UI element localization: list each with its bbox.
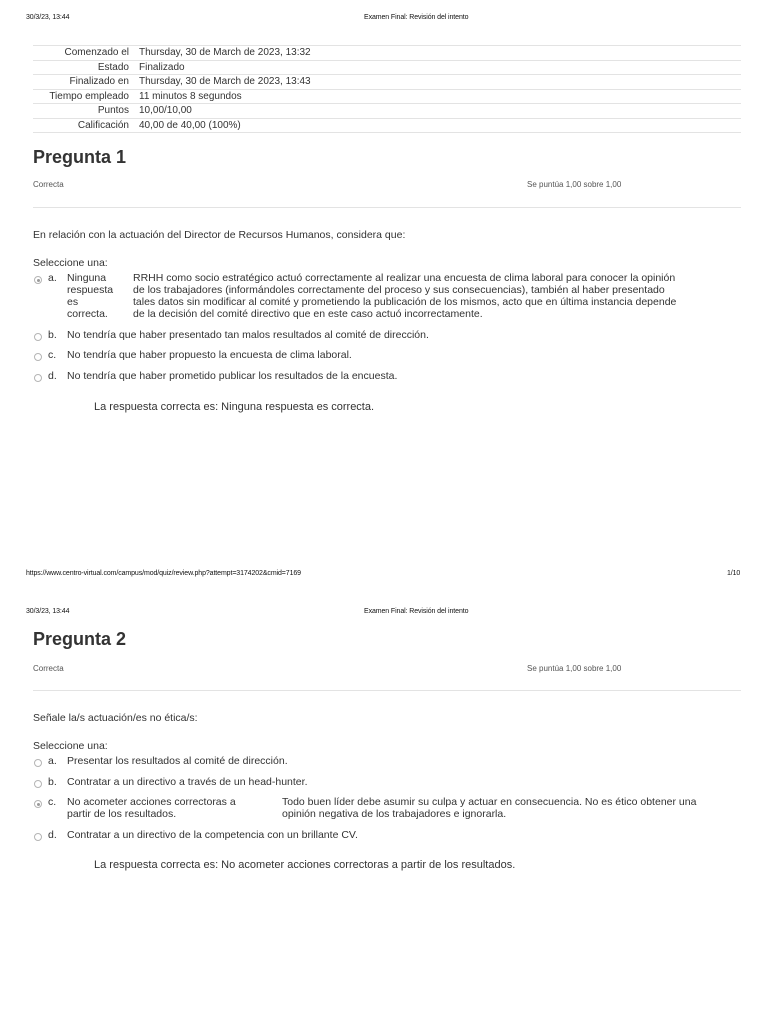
option-letter: a. — [48, 755, 57, 767]
question-2-text: Señale la/s actuación/es no ética/s: — [33, 712, 198, 724]
summary-value: 40,00 de 40,00 (100%) — [139, 118, 741, 133]
summary-value: Thursday, 30 de March de 2023, 13:32 — [139, 46, 741, 61]
option-text — [67, 272, 113, 320]
question-2-correct-answer: La respuesta correcta es: No acometer acciones correctoras a partir de los resultados. — [94, 859, 516, 871]
radio-icon[interactable] — [34, 833, 42, 841]
option-feedback — [282, 796, 742, 820]
option-letter: d. — [48, 829, 57, 841]
divider — [33, 690, 741, 691]
option-text: Contratar a un directivo de la competencia con un brillante CV. — [67, 829, 358, 841]
radio-selected-icon[interactable] — [34, 800, 42, 808]
summary-label: Calificación — [33, 118, 139, 133]
summary-row — [33, 118, 741, 133]
print-header-date: 30/3/23, 13:44 — [26, 14, 70, 21]
summary-row — [33, 60, 741, 75]
question-2-status: Correcta — [33, 664, 64, 673]
option-text-line: es — [67, 296, 79, 308]
feedback-line: de los trabajadores (informándoles correctamente del proceso y sus consecuencias), también al haber presentado — [133, 284, 665, 296]
question-1-correct-answer: La respuesta correcta es: Ninguna respuesta es correcta. — [94, 401, 375, 413]
option-feedback — [133, 272, 738, 320]
summary-value: 11 minutos 8 segundos — [139, 89, 741, 104]
summary-value: Finalizado — [139, 60, 741, 75]
feedback-line: de la decisión del comité directivo que en este caso actuó incorrectamente. — [133, 308, 483, 320]
question-2-score: Se puntúa 1,00 sobre 1,00 — [527, 664, 622, 673]
option-text: No tendría que haber propuesto la encuesta de clima laboral. — [67, 349, 352, 361]
attempt-summary-table — [33, 45, 741, 133]
summary-label: Comenzado el — [33, 46, 139, 61]
option-letter: b. — [48, 776, 57, 788]
question-1-status: Correcta — [33, 180, 64, 189]
option-letter: a. — [48, 272, 57, 284]
feedback-line: RRHH como socio estratégico actuó correctamente al realizar una encuesta de clima laboral para conocer la opinión — [133, 272, 676, 284]
print-footer-url: https://www.centro-virtual.com/campus/mod/quiz/review.php?attempt=3174202&cmid=7169 — [26, 570, 301, 577]
option-letter: b. — [48, 329, 57, 341]
option-text — [67, 796, 236, 820]
radio-selected-icon[interactable] — [34, 276, 42, 284]
summary-label: Tiempo empleado — [33, 89, 139, 104]
question-1-title: Pregunta 1 — [33, 147, 127, 167]
radio-icon[interactable] — [34, 759, 42, 767]
feedback-line: tales datos sin modificar al comité y prometiendo la publicación de los mismos, acto que en última instancia depende — [133, 296, 677, 308]
summary-label: Puntos — [33, 104, 139, 119]
radio-icon[interactable] — [34, 353, 42, 361]
question-1-prompt: Seleccione una: — [33, 257, 108, 269]
summary-label: Finalizado en — [33, 75, 139, 90]
print-header-title: Examen Final: Revisión del intento — [364, 14, 469, 21]
question-2-title: Pregunta 2 — [33, 629, 127, 649]
divider — [33, 207, 741, 208]
summary-row — [33, 75, 741, 90]
feedback-line: opinión negativa de los trabajadores e ignorarla. — [282, 808, 507, 820]
option-text-line: respuesta — [67, 284, 114, 296]
radio-icon[interactable] — [34, 333, 42, 341]
radio-icon[interactable] — [34, 374, 42, 382]
feedback-line: Todo buen líder debe asumir su culpa y actuar en consecuencia. No es ético obtener una — [282, 796, 697, 808]
print-header-title: Examen Final: Revisión del intento — [364, 608, 469, 615]
option-text: No tendría que haber presentado tan malos resultados al comité de dirección. — [67, 329, 429, 341]
summary-row — [33, 104, 741, 119]
option-letter: d. — [48, 370, 57, 382]
option-text: Presentar los resultados al comité de dirección. — [67, 755, 288, 767]
print-header-date: 30/3/23, 13:44 — [26, 608, 70, 615]
radio-icon[interactable] — [34, 780, 42, 788]
question-1-text: En relación con la actuación del Director de Recursos Humanos, considera que: — [33, 229, 406, 241]
print-footer-page: 1/10 — [727, 570, 741, 577]
question-1-score: Se puntúa 1,00 sobre 1,00 — [527, 180, 622, 189]
option-text-line: partir de los resultados. — [67, 808, 177, 820]
summary-row — [33, 89, 741, 104]
summary-value: Thursday, 30 de March de 2023, 13:43 — [139, 75, 741, 90]
option-text-line: Ninguna — [67, 272, 107, 284]
option-text-line: No acometer acciones correctoras a — [67, 796, 236, 808]
summary-row — [33, 46, 741, 61]
option-text-line: correcta. — [67, 308, 108, 320]
option-letter: c. — [48, 796, 57, 808]
option-letter: c. — [48, 349, 57, 361]
option-text: No tendría que haber prometido publicar los resultados de la encuesta. — [67, 370, 398, 382]
question-2-prompt: Seleccione una: — [33, 740, 108, 752]
summary-label: Estado — [33, 60, 139, 75]
summary-value: 10,00/10,00 — [139, 104, 741, 119]
option-text: Contratar a un directivo a través de un head-hunter. — [67, 776, 308, 788]
